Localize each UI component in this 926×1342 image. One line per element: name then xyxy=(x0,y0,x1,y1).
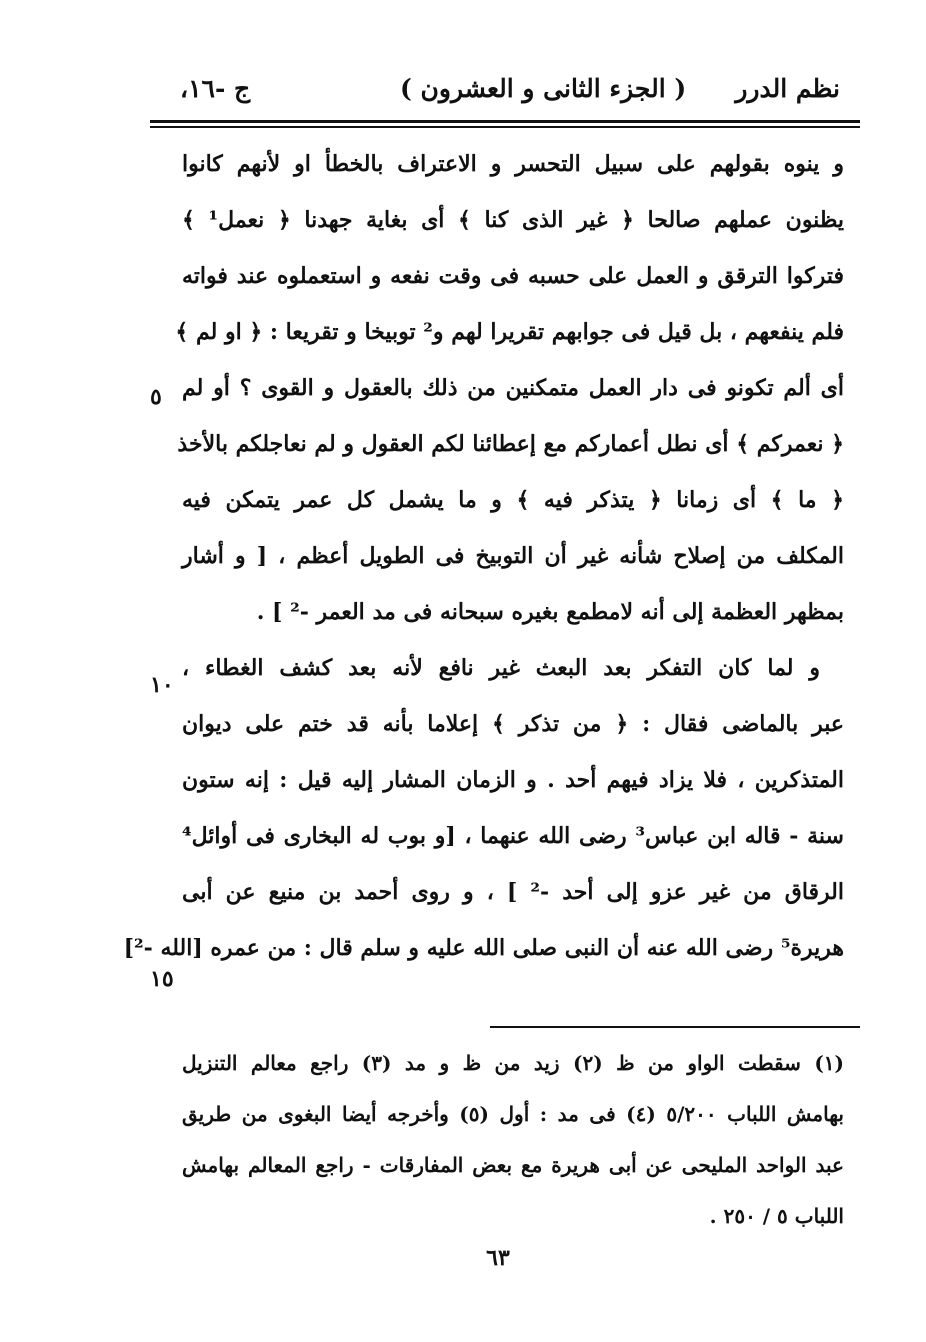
text-line: فلم ينفعهم ، بل قيل فى جوابهم تقريرا لهم و² توبيخا و تقريعا : ﴿ او لم ﴾ xyxy=(175,319,844,345)
text-line: ﴿ نعمركم ﴾ أى نطل أعماركم مع إعطائنا لكم العقول و لم نعاجلكم بالأخذ xyxy=(177,431,844,457)
text-line: سنة - قاله ابن عباس³ رضى الله عنهما ، [و بوب له البخارى فى أوائل⁴ xyxy=(182,823,844,849)
text-line: فتركوا الترقق و العمل على حسبه فى وقت نفعه و استعملوه عند فواته xyxy=(182,263,844,289)
footnote-line: (١) سقطت الواو من ظ (٢) زيد من ظ و مد (٣) راجع معالم التنزيل xyxy=(182,1051,844,1075)
footnote-line: بهامش اللباب ٥/٢٠٠ (٤) فى مد : أول (٥) وأخرجه أيضا البغوى من طريق xyxy=(182,1102,844,1126)
text-line: الرقاق من غير عزو إلى أحد -² ] ، و روى أحمد بن منيع عن أبى xyxy=(182,879,844,905)
text-line: المتذكرين ، فلا يزاد فيهم أحد . و الزمان المشار إليه قيل : إنه ستون xyxy=(182,767,844,793)
section-title: ( الجزء الثانى و العشرون ) xyxy=(400,74,687,103)
footnote-line: عبد الواحد المليحى عن أبى هريرة مع بعض المفارقات - راجع المعالم بهامش xyxy=(182,1153,844,1177)
text-line: المكلف من إصلاح شأنه غير أن التوبيخ فى الطويل أعظم ، [ و أشار xyxy=(182,543,844,569)
line-number-5: ٥ xyxy=(150,384,162,410)
text-line: أى ألم تكونو فى دار العمل متمكنين من ذلك بالعقول و القوى ؟ أو لم xyxy=(182,375,844,401)
volume-number: ج -١٦، xyxy=(180,74,251,103)
text-line: ﴿ ما ﴾ أى زمانا ﴿ يتذكر فيه ﴾ و ما يشمل كل عمر يتمكن فيه xyxy=(182,487,844,513)
book-title: نظم الدرر xyxy=(735,74,840,103)
text-line: و لما كان التفكر بعد البعث غير نافع لأنه بعد كشف الغطاء ، xyxy=(182,655,820,681)
footnote-rule xyxy=(490,1026,860,1028)
footnotes xyxy=(182,1038,844,1242)
header-rule-thick xyxy=(150,120,860,123)
text-line: و ينوه بقولهم على سبيل التحسر و الاعتراف بالخطأ او لأنهم كانوا xyxy=(182,151,844,177)
header-rule-thin xyxy=(150,126,860,128)
footnote-line: اللباب ٥ / ٢٥٠ . xyxy=(709,1204,844,1228)
text-line: عبر بالماضى فقال : ﴿ من تذكر ﴾ إعلاما بأنه قد ختم على ديوان xyxy=(182,711,844,737)
text-line: بمظهر العظمة إلى أنه لامطمع بغيره سبحانه فى مد العمر -² ] . xyxy=(256,599,844,625)
running-header xyxy=(150,64,840,114)
line-number-15: ١٥ xyxy=(150,966,174,992)
text-line: هريرة⁵ رضى الله عنه أن النبى صلى الله عليه و سلم قال : من عمره [الله -²] xyxy=(123,935,844,961)
line-number-10: ١٠ xyxy=(150,672,174,698)
page-number: ٦٣ xyxy=(486,1245,510,1271)
text-line: يظنون عملهم صالحا ﴿ غير الذى كنا ﴾ أى بغاية جهدنا ﴿ نعمل¹ ﴾ xyxy=(182,207,844,233)
